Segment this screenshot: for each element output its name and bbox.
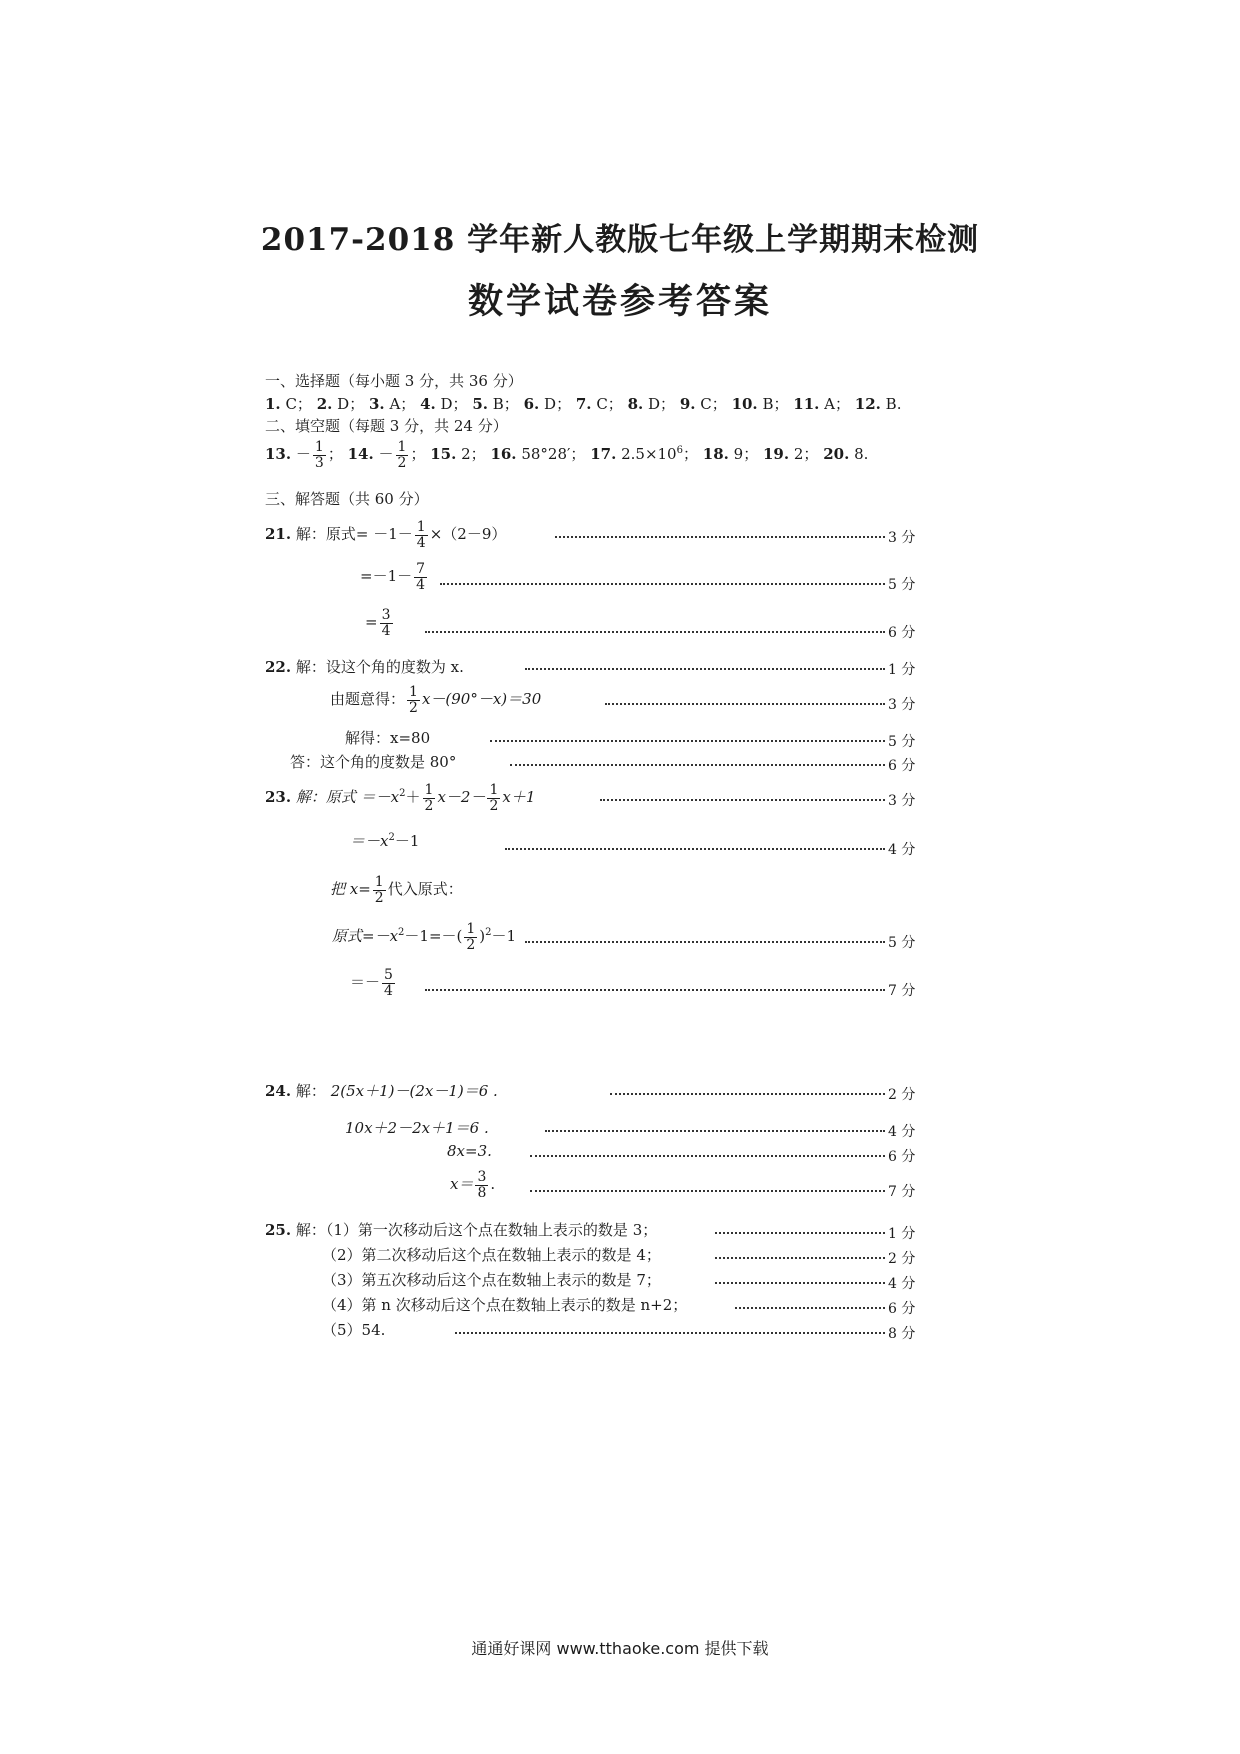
q25-points-3: 4 分	[888, 1276, 916, 1292]
choice-item-number: 2.	[316, 395, 333, 413]
fill-q18-number: 18.	[702, 445, 729, 464]
dot-leader	[490, 740, 885, 742]
q23-line-3: 把 x= $\frac{1}{2}$ 代入原式：	[330, 874, 463, 906]
dot-leader	[735, 1307, 885, 1309]
dot-leader	[530, 1155, 885, 1157]
q24-points-4: 7 分	[888, 1184, 916, 1200]
fill-q14-number: 14.	[347, 445, 374, 464]
choice-item-number: 7.	[575, 395, 592, 413]
choice-item-answer: A；	[824, 395, 850, 413]
q22-points-3: 5 分	[888, 734, 916, 750]
q21-line-3: = $\frac{3}{4}$	[365, 607, 391, 639]
fill-q18-answer: 9；	[733, 445, 759, 464]
choice-item-answer: B；	[492, 395, 519, 413]
page-title: 2017-2018 学年新人教版七年级上学期期末检测	[260, 222, 980, 258]
choice-item-answer: D；	[648, 395, 676, 413]
q21-line-1: 21. 解：原式= －1－ $\frac{1}{4}$ ×（2－9）	[265, 519, 507, 551]
dot-leader	[425, 989, 885, 991]
q21-points-1: 3 分	[888, 530, 916, 546]
dot-leader	[605, 703, 885, 705]
q24-points-3: 6 分	[888, 1149, 916, 1165]
dot-leader	[425, 631, 885, 633]
q23-line-5: ＝－ $\frac{5}{4}$	[350, 967, 393, 999]
dot-leader	[440, 583, 885, 585]
q25-line-5: （5）54.	[322, 1321, 386, 1339]
q22-points-4: 6 分	[888, 758, 916, 774]
dot-leader	[555, 536, 885, 538]
dot-leader	[545, 1130, 885, 1132]
q22-line-4: 答：这个角的度数是 80°	[290, 753, 457, 771]
q22-line-1: 22. 解：设这个角的度数为 x.	[265, 658, 464, 676]
choice-item-number: 12.	[854, 395, 881, 413]
q25-points-2: 2 分	[888, 1251, 916, 1267]
q23-points-2: 4 分	[888, 842, 916, 858]
q25-points-4: 6 分	[888, 1301, 916, 1317]
q21-line-2: =－1－ $\frac{7}{4}$	[360, 561, 426, 593]
q23-line-2: $=-x^2-1$	[350, 832, 420, 850]
q23-points-1: 3 分	[888, 793, 916, 809]
choice-item-number: 11.	[793, 395, 820, 413]
q22-line-2: 由题意得： $\frac{1}{2}$ x－(90°－x)＝30	[330, 684, 542, 716]
fill-q14-fraction: $\frac{1}{2}$	[397, 439, 407, 471]
q25-line-4: （4）第 n 次移动后这个点在数轴上表示的数是 n+2；	[322, 1296, 688, 1314]
choice-answers-row	[265, 393, 901, 414]
q25-points-1: 1 分	[888, 1226, 916, 1242]
dot-leader	[530, 1190, 885, 1192]
q21-points-3: 6 分	[888, 625, 916, 641]
dot-leader	[600, 799, 885, 801]
q24-line-2: 10x＋2－2x＋1＝6 .	[345, 1119, 489, 1137]
q23-points-3: 5 分	[888, 935, 916, 951]
choice-item-answer: A；	[389, 395, 416, 413]
choice-item-answer: C；	[596, 395, 623, 413]
choice-item-number: 5.	[472, 395, 488, 413]
fill-q20-number: 20.	[823, 445, 850, 464]
q22-line-3: 解得：x=80	[345, 729, 431, 747]
dot-leader	[525, 941, 885, 943]
dot-leader	[525, 668, 885, 670]
q24-points-2: 4 分	[888, 1124, 916, 1140]
dot-leader	[715, 1232, 885, 1234]
choice-item-answer: D；	[337, 395, 365, 413]
choice-section-header: 一、选择题（每小题 3 分，共 36 分）	[265, 372, 523, 390]
q25-line-2: （2）第二次移动后这个点在数轴上表示的数是 4；	[322, 1246, 661, 1264]
fill-q16-number: 16.	[490, 445, 517, 464]
q22-points-2: 3 分	[888, 697, 916, 713]
fill-q16-answer: 58°28′；	[521, 445, 586, 464]
fill-q13-fraction: $\frac{1}{3}$	[314, 439, 324, 471]
q23-line-1: 23. 解：原式 $=-x^2+$ $\frac{1}{2}$ x－2－ $\frac{1}{2}$ x＋1	[265, 782, 536, 814]
choice-item-answer: C；	[700, 395, 727, 413]
q23-points-4: 7 分	[888, 983, 916, 999]
fill-answers-row: 13. － $\frac{1}{3}$ ； 14. － $\frac{1}{2}$ ； 15. 2； 16. 58°28′； 17. $2.5\times 10^6$； 18. 9； 19. 2； 20. 8.	[265, 439, 869, 471]
q25-line-3: （3）第五次移动后这个点在数轴上表示的数是 7；	[322, 1271, 661, 1289]
fill-q15-answer: 2；	[461, 445, 486, 464]
choice-item-number: 8.	[627, 395, 644, 413]
q24-line-4: x＝ $\frac{3}{8}$ .	[450, 1169, 496, 1201]
q25-points-5: 8 分	[888, 1326, 916, 1342]
dot-leader	[715, 1257, 885, 1259]
q24-line-3: 8x=3.	[447, 1142, 492, 1160]
choice-item-number: 4.	[420, 395, 436, 413]
choice-item-number: 6.	[523, 395, 540, 413]
fill-q15-number: 15.	[430, 445, 457, 464]
choice-item-answer: D；	[544, 395, 572, 413]
choice-item-answer: C；	[285, 395, 312, 413]
q25-line-1: 25. 解：（1）第一次移动后这个点在数轴上表示的数是 3；	[265, 1221, 658, 1239]
choice-item-number: 1.	[265, 395, 281, 413]
dot-leader	[455, 1332, 885, 1334]
dot-leader	[510, 764, 885, 766]
choice-item-number: 9.	[679, 395, 696, 413]
fill-q19-answer: 2；	[793, 445, 819, 464]
dot-leader	[505, 848, 885, 850]
dot-leader	[610, 1093, 885, 1095]
q22-points-1: 1 分	[888, 662, 916, 678]
choice-item-number: 3.	[368, 395, 385, 413]
dot-leader	[715, 1282, 885, 1284]
choice-item-answer: B.	[885, 395, 902, 413]
fill-q17-answer: $2.5\times 10^6$；	[621, 445, 698, 464]
fill-q20-answer: 8.	[854, 445, 869, 464]
q21-points-2: 5 分	[888, 577, 916, 593]
q24-points-1: 2 分	[888, 1087, 916, 1103]
fill-section-header: 二、填空题（每题 3 分，共 24 分）	[265, 417, 508, 435]
footer-source: 通通好课网 www.tthaoke.com 提供下载	[471, 1639, 769, 1658]
fill-q19-number: 19.	[763, 445, 790, 464]
choice-item-answer: B；	[762, 395, 789, 413]
solve-section-header: 三、解答题（共 60 分）	[265, 490, 429, 508]
page-subtitle: 数学试卷参考答案	[467, 281, 772, 322]
choice-item-number: 10.	[731, 395, 758, 413]
choice-item-answer: D；	[440, 395, 468, 413]
fill-q17-number: 17.	[590, 445, 617, 464]
q23-line-4: 原式$=-x^2-1=-$( $\frac{1}{2}$ )$^2$－1	[332, 921, 517, 953]
fill-q13-number: 13.	[265, 445, 292, 464]
q24-line-1: 24. 解： 2(5x＋1)－(2x－1)＝6 .	[265, 1082, 498, 1100]
